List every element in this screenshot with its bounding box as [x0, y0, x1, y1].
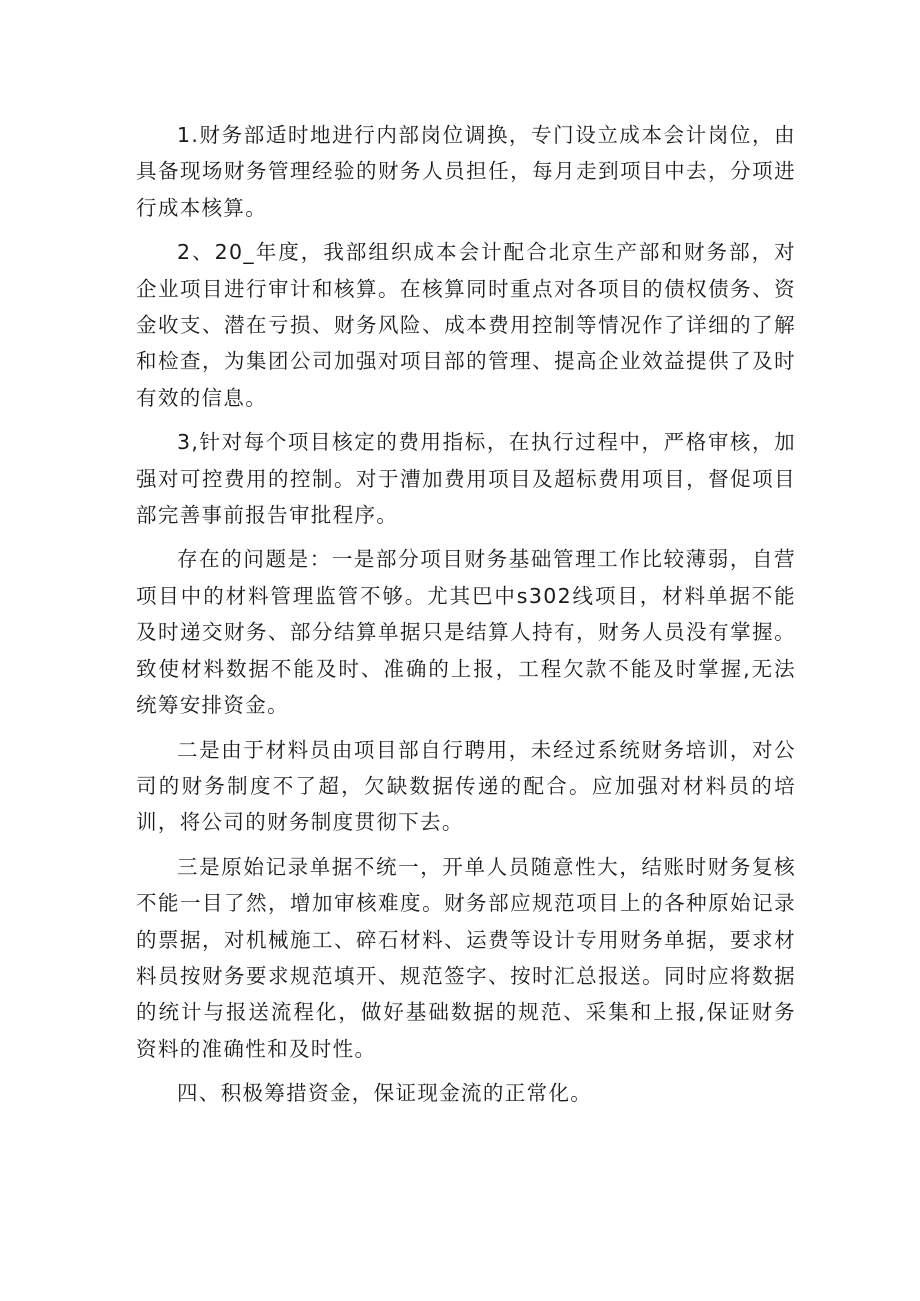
paragraph-7: 四、积极筹措资金，保证现金流的正常化。	[177, 1081, 593, 1106]
paragraph-5: 二是由于材料员由项目部自行聘用，未经过系统财务培训，对公司的财务制度不了超，欠缺数据传递的配合。应加强对材料员的培训，将公司的财务制度贯彻下去。	[136, 737, 796, 835]
paragraph-3: 3,针对每个项目核定的费用指标，在执行过程中，严格审核，加强对可控费用的控制。对于漕加费用项目及超标费用项目，督促项目部完善事前报告审批程序。	[136, 430, 796, 528]
paragraph-6: 三是原始记录单据不统一，开单人员随意性大，结账时财务复核不能一目了然，增加审核难度。财务部应规范项目上的各种原始记录的票据，对机械施工、碎石材料、运费等设计专用财务单据，要求材料员按财务要求规范填开、规范签字、按时汇总报送。同时应将数据的统计与报送流程化，做好基础数据的规范、采集和上报,保证财务资料的准确性和及时性。	[136, 854, 796, 1061]
paragraph-1: 1.财务部适时地进行内部岗位调换，专门设立成本会计岗位，由具备现场财务管理经验的财务人员担任，每月走到项目中去，分项进行成本核算。	[136, 123, 796, 220]
document-body	[136, 117, 796, 1120]
paragraph-2: 2、20_年度，我部组织成本会计配合北京生产部和财务部，对企业项目进行审计和核算。在核算同时重点对各项目的债权债务、资金收支、潜在亏损、财务风险、成本费用控制等情况作了详细的了解和检查，为集团公司加强对项目部的管理、提高企业效益提供了及时有效的信息。	[136, 240, 796, 410]
paragraph-4: 存在的问题是：一是部分项目财务基础管理工作比较薄弱，自营项目中的材料管理监管不够。尤其巴中s302线项目，材料单据不能及时递交财务、部分结算单据只是结算人持有，财务人员没有掌握。致使材料数据不能及时、准确的上报，工程欠款不能及时掌握,无法统筹安排资金。	[136, 547, 796, 718]
